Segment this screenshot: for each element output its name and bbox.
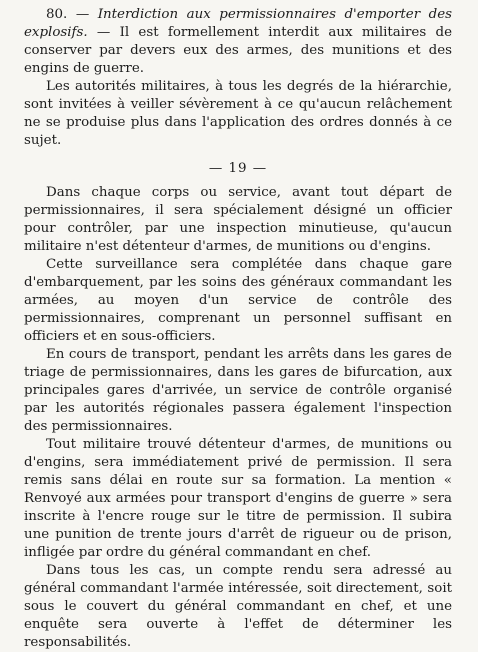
paragraph-station-control: Cette surveillance sera complétée dans chaque gare d'embarquement, par les soins des généraux commandant les armées, au moyen d'un service de contrôle des permissionnaires, comprenant un personnel suffisant en officiers et en sous-officiers. <box>24 257 452 344</box>
article-body: — Il est formellement interdit aux militaires de conserver par devers eux des armes, des munitions et des engins de guerre. <box>24 25 452 76</box>
paragraph-sanctions: Tout militaire trouvé détenteur d'armes, de munitions ou d'engins, sera immédiatement privé de permission. Il sera remis sans délai en route sur sa formation. La mention « Renvoyé aux armées pour transport d'engins de guerre » sera inscrite à l'encre rouge sur le titre de permission. Il subira une punition de trente jours d'arrêt de rigueur ou de prison, infligée par ordre du général commandant en chef. <box>24 437 452 560</box>
paragraph-hierarchy: Les autorités militaires, à tous les degrés de la hiérarchie, sont invitées à veiller sévèrement à ce qu'aucun relâchement ne se produise plus dans l'application des ordres donnés à ce sujet. <box>24 79 452 148</box>
article-80 <box>24 6 452 78</box>
paragraph-inspection-officer: Dans chaque corps ou service, avant tout départ de permissionnaires, il sera spécialement désigné un officier pour contrôler, par une inspection minutieuse, qu'aucun militaire n'est détenteur d'armes, de munitions ou d'engins. <box>24 185 452 254</box>
article-number: 80. — <box>46 7 90 22</box>
paragraph-report: Dans tous les cas, un compte rendu sera adressé au général commandant l'armée intéressée, soit directement, soit sous le couvert du général commandant en chef, et une enquête sera ouverte à l'effet de déterminer les responsabilités. <box>24 563 452 650</box>
paragraph-transport-control: En cours de transport, pendant les arrêts dans les gares de triage de permissionnaires, dans les gares de bifurcation, aux principales gares d'arrivée, un service de contrôle organisé par les autorités régionales passera également l'inspection des permissionnaires. <box>24 347 452 434</box>
page-number: — 19 — <box>208 161 268 176</box>
article-title: Interdiction aux permissionnaires d'emporter des explosifs. <box>24 7 452 40</box>
